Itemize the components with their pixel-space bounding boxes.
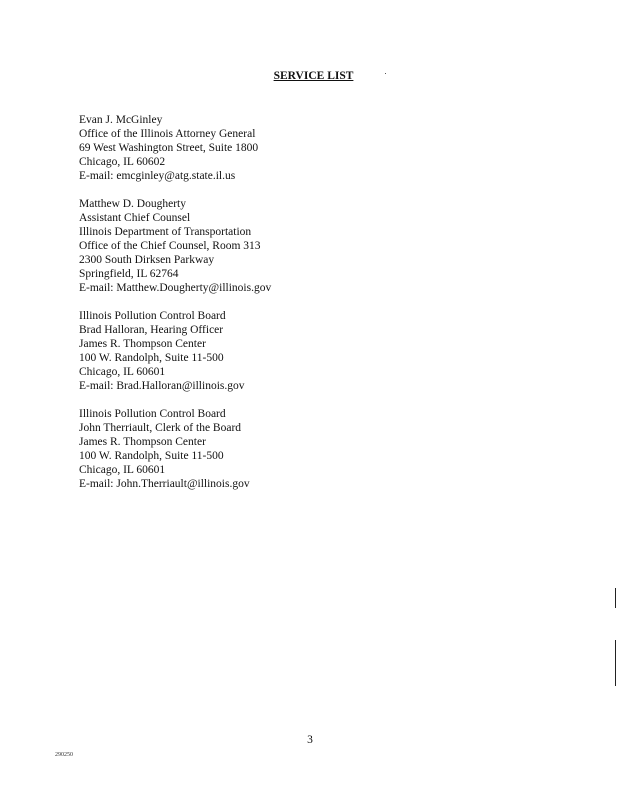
service-entry xyxy=(79,407,559,491)
entry-line: 100 W. Randolph, Suite 11-500 xyxy=(79,352,224,364)
entry-line: Assistant Chief Counsel xyxy=(79,212,191,224)
entry-line: James R. Thompson Center xyxy=(79,338,206,350)
entry-line: Chicago, IL 60601 xyxy=(79,366,166,378)
entry-name: Matthew D. Dougherty xyxy=(79,198,186,210)
service-entry xyxy=(79,197,559,295)
entry-line: James R. Thompson Center xyxy=(79,436,206,448)
entry-line: 2300 South Dirksen Parkway xyxy=(79,254,215,266)
service-list xyxy=(79,113,559,505)
entry-email: E-mail: Matthew.Dougherty@illinois.gov xyxy=(79,282,272,294)
entry-email: E-mail: John.Therriault@illinois.gov xyxy=(79,478,250,490)
entry-name: Illinois Pollution Control Board xyxy=(79,408,226,420)
page-number: 3 xyxy=(307,734,313,746)
entry-line: Springfield, IL 62764 xyxy=(79,268,179,280)
scan-edge-mark xyxy=(615,640,616,686)
entry-line: 100 W. Randolph, Suite 11-500 xyxy=(79,450,224,462)
entry-line: Chicago, IL 60601 xyxy=(79,464,166,476)
entry-line: Illinois Department of Transportation xyxy=(79,226,252,238)
scan-edge-mark xyxy=(615,588,616,608)
service-entry xyxy=(79,309,559,393)
entry-line: 69 West Washington Street, Suite 1800 xyxy=(79,142,259,154)
entry-line: Chicago, IL 60602 xyxy=(79,156,166,168)
footer-code: 290250 xyxy=(55,752,73,758)
service-entry xyxy=(79,113,559,183)
entry-name: Evan J. McGinley xyxy=(79,114,163,126)
entry-line: Office of the Chief Counsel, Room 313 xyxy=(79,240,261,252)
page-title: SERVICE LIST xyxy=(273,70,354,82)
entry-email: E-mail: emcginley@atg.state.il.us xyxy=(79,170,236,182)
entry-line: John Therriault, Clerk of the Board xyxy=(79,422,242,434)
entry-line: Office of the Illinois Attorney General xyxy=(79,128,256,140)
scan-speck xyxy=(385,73,386,74)
entry-email: E-mail: Brad.Halloran@illinois.gov xyxy=(79,380,245,392)
entry-line: Brad Halloran, Hearing Officer xyxy=(79,324,224,336)
entry-name: Illinois Pollution Control Board xyxy=(79,310,226,322)
